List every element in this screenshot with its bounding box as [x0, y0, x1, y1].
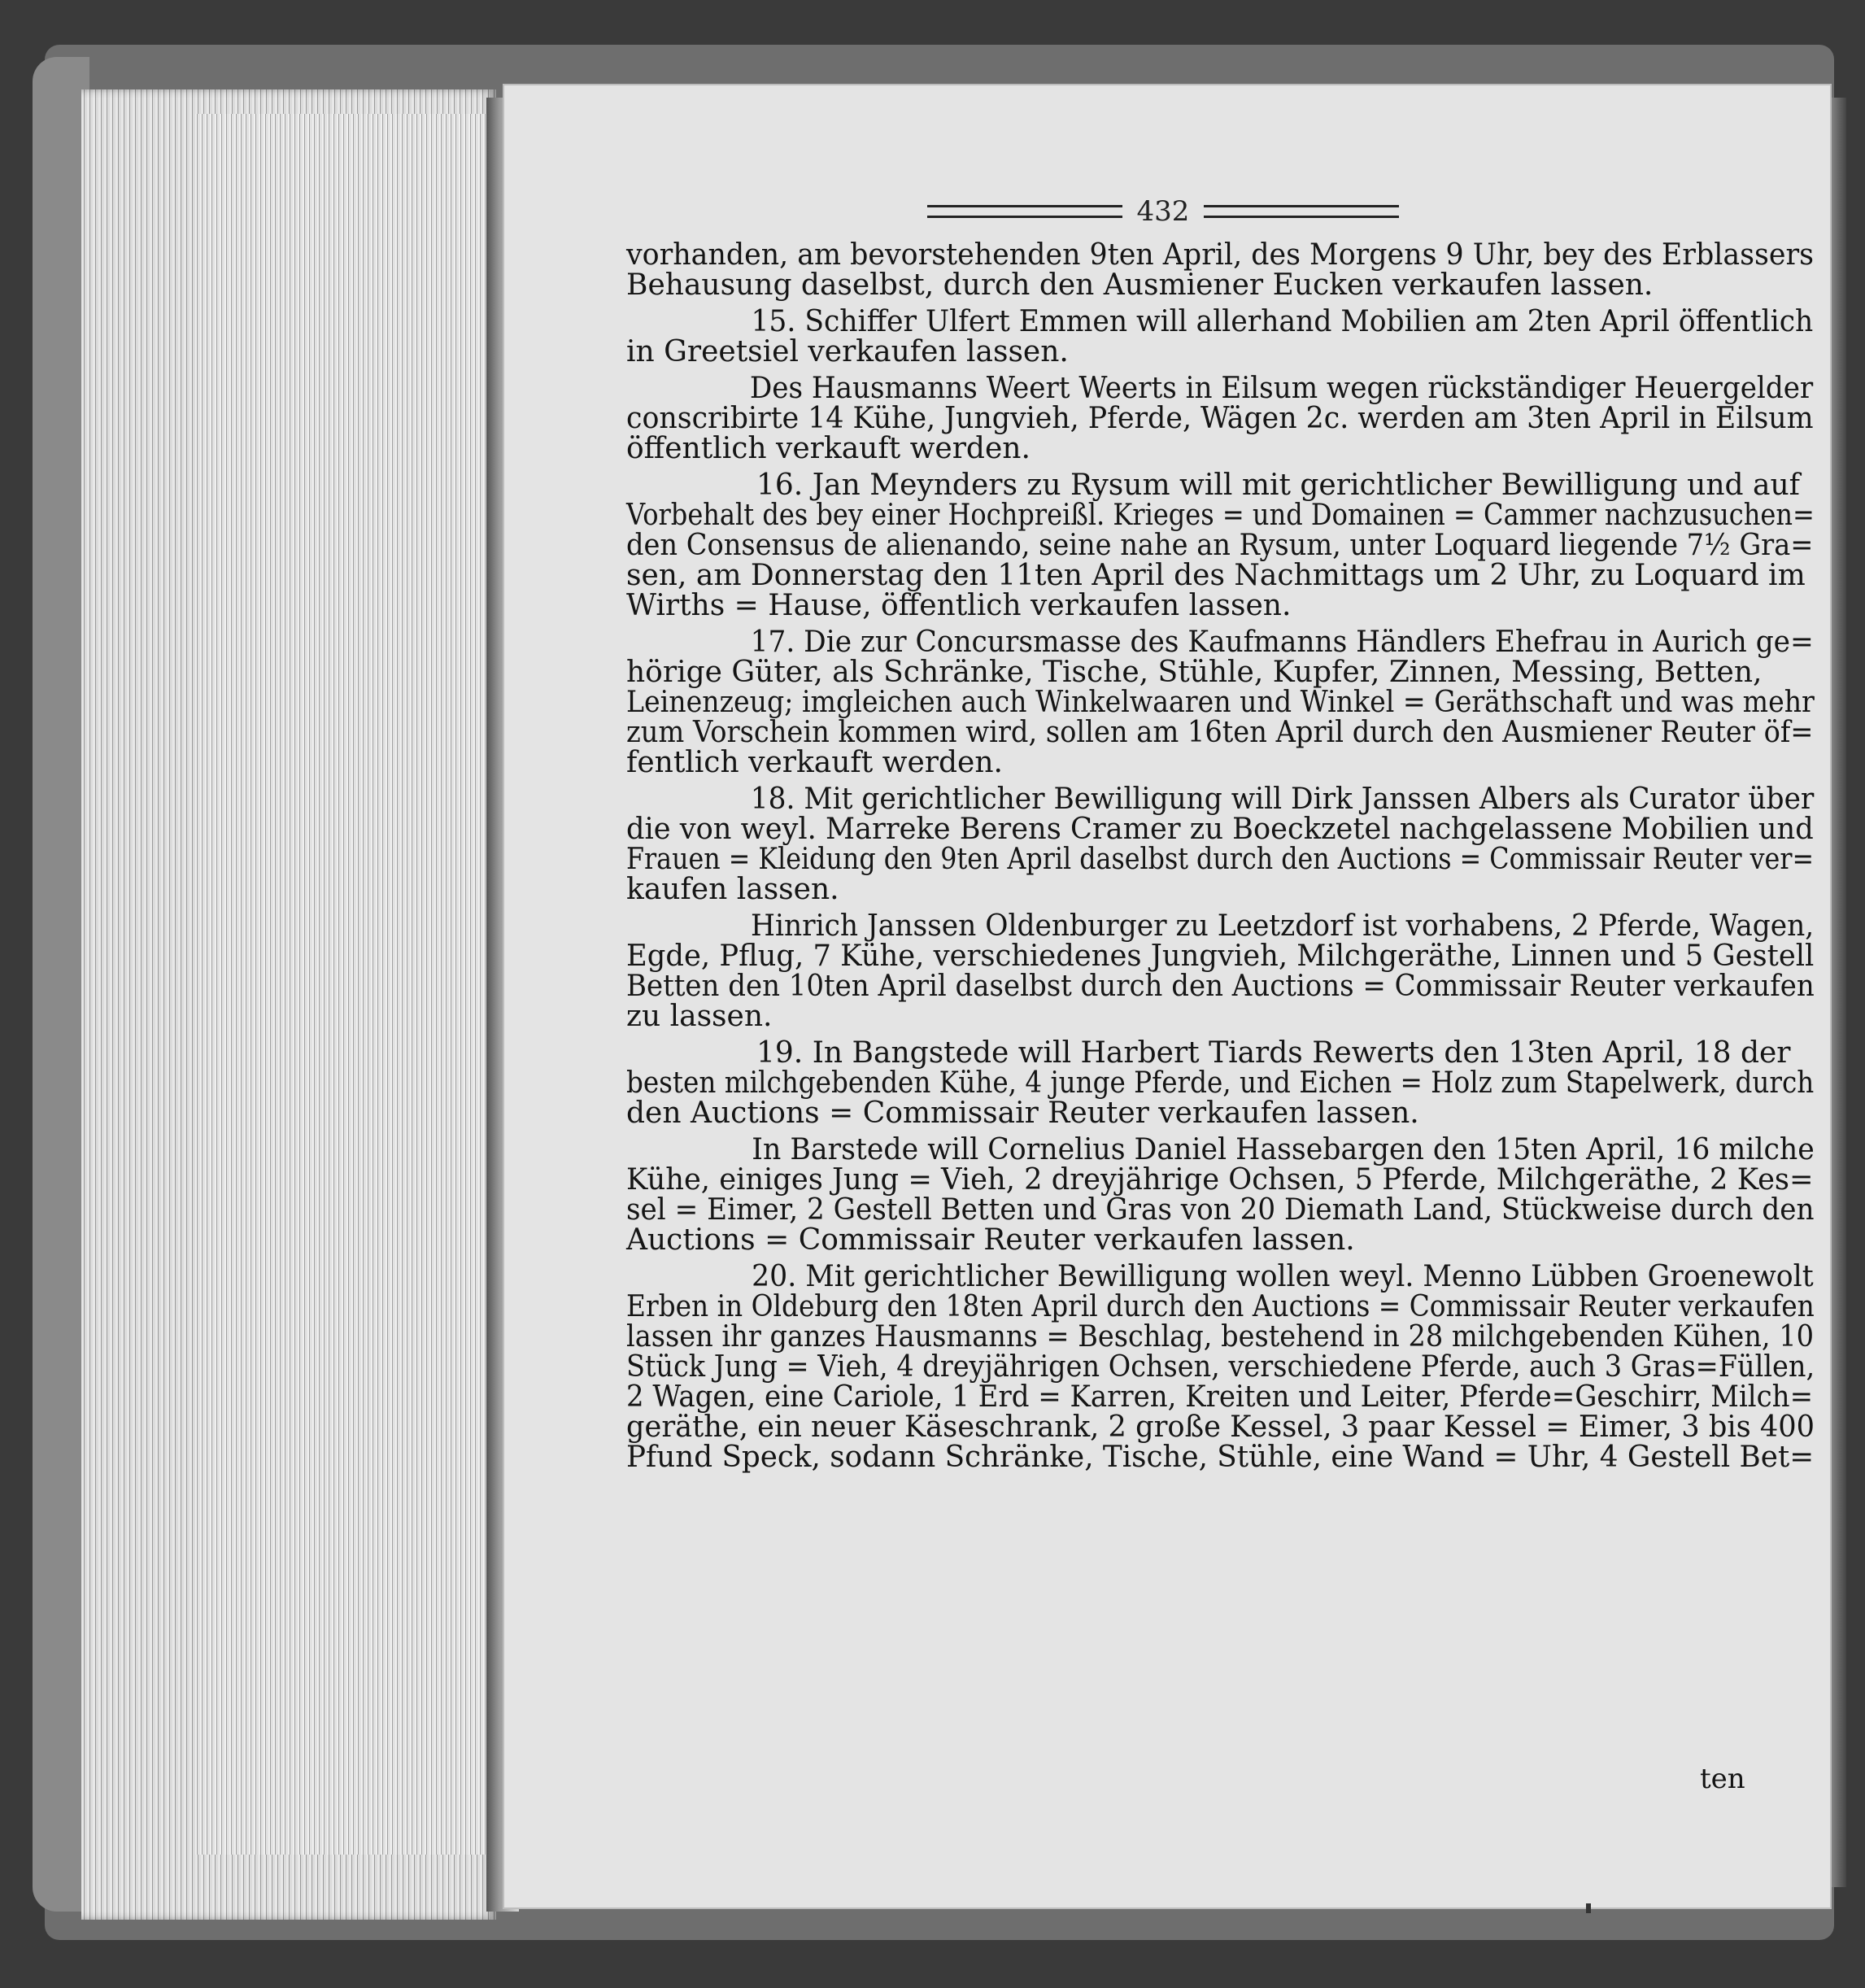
- header-rule-right: [1204, 205, 1399, 218]
- text-line: die von weyl. Marreke Berens Cramer zu Boeckzetel nachgelassene Mobilien und: [626, 813, 1814, 846]
- text-line: hörige Güter, als Schränke, Tische, Stühle, Kupfer, Zinnen, Messing, Betten,: [626, 656, 1763, 689]
- page-mark: [1586, 1903, 1591, 1913]
- paragraph: [626, 784, 1814, 905]
- text-line: Hinrich Janssen Oldenburger zu Leetzdorf ist vorhabens, 2 Pferde, Wagen,: [750, 909, 1815, 943]
- text-line: lassen ihr ganzes Hausmanns = Beschlag, bestehend in 28 milchgebenden Kühen, 10: [626, 1320, 1814, 1354]
- text-line: sel = Eimer, 2 Gestell Betten und Gras von 20 Diemath Land, Stückweise durch den: [626, 1193, 1815, 1227]
- page-number: 432: [1136, 195, 1190, 228]
- text-line: Erben in Oldeburg den 18ten April durch den Auctions = Commissair Reuter verkaufen: [626, 1290, 1815, 1323]
- text-line: Kühe, einiges Jung = Vieh, 2 dreyjährige Ochsen, 5 Pferde, Milchgeräthe, 2 Kes=: [626, 1163, 1814, 1197]
- text-line: öffentlich verkauft werden.: [626, 432, 1031, 465]
- text-line: 17. Die zur Concursmasse des Kaufmanns Händlers Ehefrau in Aurich ge=: [750, 626, 1814, 659]
- text-line: fentlich verkauft werden.: [626, 746, 1003, 779]
- text-line: 2 Wagen, eine Cariole, 1 Erd = Karren, Kreiten und Leiter, Pferde=Geschirr, Milch=: [626, 1380, 1814, 1414]
- text-line: den Auctions = Commissair Reuter verkaufen lassen.: [626, 1096, 1419, 1130]
- text-line: Betten den 10ten April daselbst durch den Auctions = Commissair Reuter verkaufen: [626, 970, 1815, 1003]
- text-line: Frauen = Kleidung den 9ten April daselbst durch den Auctions = Commissair Reuter ver=: [626, 843, 1815, 876]
- text-line: Behausung daselbst, durch den Ausmiener Eucken verkaufen lassen.: [626, 268, 1654, 302]
- catchword: ten: [1700, 1763, 1745, 1795]
- text-line: 18. Mit gerichtlicher Bewilligung will Dirk Janssen Albers als Curator über: [750, 783, 1815, 816]
- paragraph: [626, 373, 1814, 464]
- text-line: 16. Jan Meynders zu Rysum will mit gerichtlicher Bewilligung und auf: [756, 469, 1800, 502]
- text-line: Wirths = Hause, öffentlich verkaufen lassen.: [626, 589, 1292, 622]
- text-line: zum Vorschein kommen wird, sollen am 16ten April durch den Ausmiener Reuter öf=: [626, 716, 1814, 749]
- text-line: besten milchgebenden Kühe, 4 junge Pferde, und Eichen = Holz zum Stapelwerk, durch: [626, 1066, 1815, 1100]
- text-line: 19. In Bangstede will Harbert Tiards Rewerts den 13ten April, 18 der: [756, 1036, 1791, 1070]
- text-line: geräthe, ein neuer Käseschrank, 2 große Kessel, 3 paar Kessel = Eimer, 3 bis 400: [626, 1410, 1815, 1444]
- text-line: 15. Schiffer Ulfert Emmen will allerhand Mobilien am 2ten April öffentlich: [751, 305, 1814, 338]
- paragraph: [626, 627, 1814, 778]
- paragraph: [626, 307, 1814, 367]
- page-body-text: [626, 240, 1814, 1479]
- text-line: conscribirte 14 Kühe, Jungvieh, Pferde, Wägen 2c. werden am 3ten April in Eilsum: [626, 402, 1814, 435]
- text-line: 20. Mit gerichtlicher Bewilligung wollen weyl. Menno Lübben Groenewolt: [752, 1260, 1814, 1293]
- paragraph: [626, 470, 1814, 621]
- text-line: in Greetsiel verkaufen lassen.: [626, 335, 1069, 368]
- text-line: Egde, Pflug, 7 Kühe, verschiedenes Jungvieh, Milchgeräthe, Linnen und 5 Gestell: [626, 940, 1815, 973]
- text-line: sen, am Donnerstag den 11ten April des Nachmittags um 2 Uhr, zu Loquard im: [626, 559, 1806, 592]
- text-line: In Barstede will Cornelius Daniel Hassebargen den 15ten April, 16 milche: [752, 1133, 1815, 1166]
- paragraph: [626, 1135, 1814, 1255]
- book-page: [504, 85, 1830, 1907]
- text-line: Des Hausmanns Weert Weerts in Eilsum wegen rückständiger Heuergelder: [749, 372, 1814, 405]
- text-line: Auctions = Commissair Reuter verkaufen lassen.: [626, 1223, 1355, 1257]
- header-rule-left: [927, 205, 1122, 218]
- paragraph: [626, 1262, 1814, 1472]
- text-line: Stück Jung = Vieh, 4 dreyjährigen Ochsen, verschiedene Pferde, auch 3 Gras=Füllen,: [626, 1350, 1815, 1384]
- text-line: zu lassen.: [626, 1000, 773, 1033]
- paragraph: [626, 1038, 1814, 1128]
- page-block-inner-edges: [195, 114, 496, 1855]
- text-line: Leinenzeug; imgleichen auch Winkelwaaren und Winkel = Geräthschaft und was mehr: [626, 686, 1815, 719]
- text-line: Vorbehalt des bey einer Hochpreißl. Krieges = und Domainen = Cammer nachzusuchen=: [626, 499, 1815, 532]
- text-line: Pfund Speck, sodann Schränke, Tische, Stühle, eine Wand = Uhr, 4 Gestell Bet=: [626, 1441, 1815, 1474]
- paragraph: [626, 911, 1814, 1031]
- text-line: vorhanden, am bevorstehenden 9ten April, des Morgens 9 Uhr, bey des Erblassers: [626, 238, 1814, 272]
- paragraph: [626, 240, 1814, 300]
- text-line: kaufen lassen.: [626, 873, 839, 906]
- page-header: [927, 191, 1399, 232]
- text-line: den Consensus de alienando, seine nahe an Rysum, unter Loquard liegende 7½ Gra=: [626, 529, 1814, 562]
